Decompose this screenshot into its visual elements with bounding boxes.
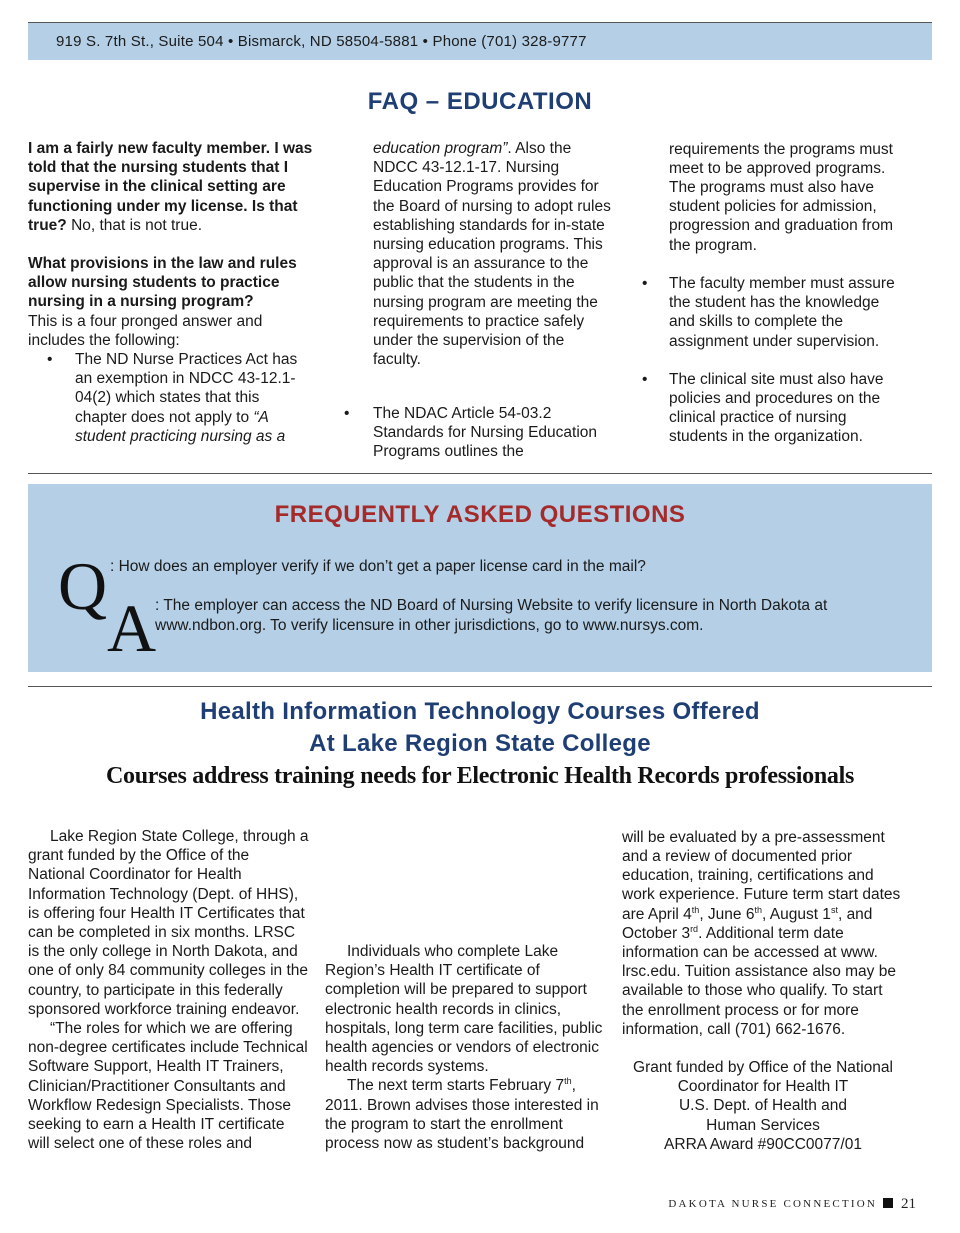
bullet-icon: • <box>344 405 350 422</box>
article-subtitle: Courses address training needs for Electronic Health Records professionals <box>105 763 855 789</box>
article-paragraph-4-continuation: will be evaluated by a pre-assessment and a review of documented prior education, training, certifications and work experience. Future term start dates are April 4th, June 6th, August 1st, and October 3rd. Additional term date information can be accessed at www. lrsc.edu. Tuition assistance also may be available to those who qualify. To start the enrollment process or for more information, call (701) 662-1676. <box>622 828 901 1038</box>
page-footer <box>668 1196 916 1213</box>
article-column-1 <box>28 827 310 1154</box>
bullet-icon: • <box>642 275 648 292</box>
faq-education-title: FAQ – EDUCATION <box>367 88 593 115</box>
answer-letter: A <box>107 590 157 666</box>
faq-bullet-2: • The NDAC Article 54-03.2 Standards for Nursing Education Programs outlines the <box>344 405 598 461</box>
faq-question: : How does an employer verify if we don’t get a paper license card in the mail? <box>110 558 646 575</box>
article-paragraph-2: “The roles for which we are offering non-degree certificates include Technical Software Support, Health IT Trainers, Clinician/Practitioner Consultants and Workflow Redesign Specialists. Those seeking to earn a Health IT certificate will select one of these roles and <box>28 1020 308 1153</box>
publication-name: DAKOTA NURSE CONNECTION <box>668 1198 877 1210</box>
faq-answer-intro: This is a four pronged answer and includes the following: <box>28 312 263 349</box>
address-text: 919 S. 7th St., Suite 504 • Bismarck, ND 58504-5881 • Phone (701) 328-9777 <box>56 33 587 50</box>
address-bar <box>28 23 932 60</box>
article-paragraph-3: Individuals who complete Lake Region’s Health IT certificate of completion will be prepared to support electronic health records in clinics, hospitals, long term care facilities, public health agencies or vendors of electronic health records systems. <box>325 943 603 1076</box>
square-icon <box>883 1198 893 1208</box>
faq-column-2 <box>344 139 611 461</box>
faq-box-title: FREQUENTLY ASKED QUESTIONS <box>274 501 686 528</box>
faq-bullet-2-continuation: requirements the programs must meet to be approved programs. The programs must also have student policies for admission, progression and graduation from the program. <box>669 140 894 254</box>
faq-column-3 <box>642 139 907 447</box>
article-column-3 <box>622 827 904 1154</box>
faq-bullet-1-continuation: education program”. Also the NDCC 43-12.1-17. Nursing Education Programs provides for the Board of nursing to adopt rules establishing standards for in-state nursing education programs. This approval is an assurance to the public that the students in the nursing program are meeting the requirements to practice safely under the supervision of the faculty. <box>373 140 611 369</box>
article-title-line-2: At Lake Region State College <box>309 730 651 757</box>
section-divider <box>28 686 932 687</box>
faq-bullet-4: • The clinical site must also have policies and procedures on the clinical practice of nursing students in the organization. <box>642 370 884 446</box>
article-paragraph-1: Lake Region State College, through a grant funded by the Office of the National Coordinator for Health Information Technology (Dept. of HHS), is offering four Health IT Certificates that can be completed in six months. LRSC is the only college in North Dakota, and one of only 84 community colleges in the country, to participate in this federally sponsored workforce training endeavor. <box>28 828 309 1018</box>
faq-bullet-1-text-part-1: The ND Nurse Practices Act has an exemption in NDCC 43-12.1-04(2) which states that this chapter does not apply to “A student practicing nursing as a <box>75 351 298 445</box>
page-number: 21 <box>901 1196 916 1212</box>
faq-bullet-1 <box>28 350 313 446</box>
faq-box <box>28 484 932 672</box>
bullet-icon: • <box>47 351 53 369</box>
article-paragraph-4: The next term starts February 7th, 2011. Brown advises those interested in the program to start the enrollment process now as student’s background <box>325 1076 599 1153</box>
article-title-line-1: Health Information Technology Courses Offered <box>200 698 760 725</box>
article-paragraph-2-continuation <box>325 827 607 942</box>
faq-column-1 <box>28 139 313 446</box>
bullet-icon: • <box>642 370 648 388</box>
faq-question-1: I am a fairly new faculty member. I was told that the nursing students that I supervise in the clinical setting are functioning under my license. Is that true? No, that is not true. <box>28 140 313 234</box>
grant-credit: Grant funded by Office of the National Coordinator for Health IT U.S. Dept. of Health and Human Services ARRA Award #90CC0077/01 <box>633 1059 893 1153</box>
article-column-2 <box>325 827 607 1154</box>
faq-bullet-3: • The faculty member must assure the student has the knowledge and skills to complete the assignment under supervision. <box>642 275 895 350</box>
faq-answer: : The employer can access the ND Board of Nursing Website to verify licensure in North Dakota at www.ndbon.org. To verify licensure in other jurisdictions, go to www.nursys.com. <box>155 597 828 634</box>
faq-question-2: What provisions in the law and rules allow nursing students to practice nursing in a nursing program? <box>28 255 297 311</box>
question-letter: Q <box>58 548 108 624</box>
section-divider <box>28 473 932 474</box>
